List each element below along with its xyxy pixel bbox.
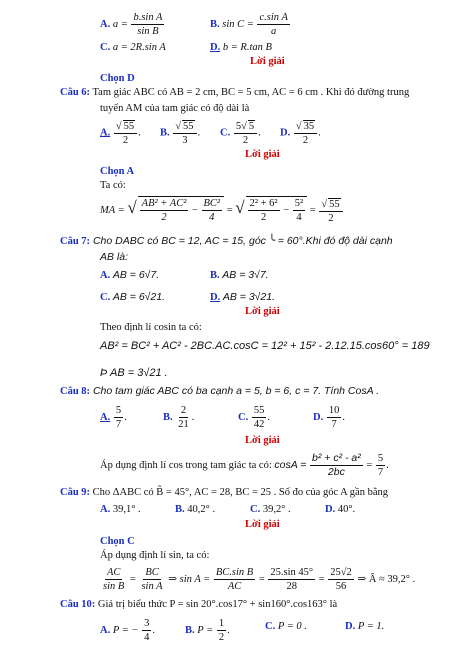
q8-option-a: A. $\frac{5}{7}$ . (100, 405, 127, 431)
q9-option-c: C. 39,2° . (250, 504, 291, 515)
q8-solution-title: Lời giải (245, 435, 280, 446)
q10-text: Câu 10: Giá trị biểu thức P = sin 20°.cos17° + sin160°.cos163° là (60, 599, 338, 610)
q6-choose: Chọn A (100, 166, 135, 177)
q9-option-d: D. 40°. (325, 504, 356, 515)
q7-option-d: D. AB = 3√21. (210, 291, 276, 303)
q9-text: Câu 9: Cho ΔABC có B̂ = 45°, AC = 28, BC = 25 . Số đo của góc A gần bằng (60, 487, 388, 498)
q7-result: Þ AB = 3√21 . (100, 367, 168, 379)
q6-text-line2: tuyến AM của tam giác có độ dài là (100, 103, 250, 114)
q10-option-a: A. P = − $\frac{3}{4}$ . (100, 618, 155, 644)
q6-solution-title: Lời giải (245, 149, 280, 160)
prev-option-b: B. sin C = $\frac{\text{c.sin A}}{a}$ (210, 12, 288, 38)
q6-ta-co: Ta có: (100, 180, 126, 191)
q7-solution-title: Lời giải (245, 306, 280, 317)
prev-option-c: C. a = 2R.sin A (100, 42, 166, 53)
q7-option-b: B. AB = 3√7. (210, 269, 269, 281)
prev-option-a: A. a = $\frac{\text{b.sin A}}{\text{sin B}}$ (100, 12, 163, 38)
q7-text-line2: AB là: (100, 251, 129, 263)
q7-formula: AB² = BC² + AC² - 2BC.AC.cosC = 12² + 15² - 2.12.15.cos60° = 189 (100, 340, 430, 352)
q6-option-d: D. $\frac{√ 35}{2}$ . (280, 121, 321, 147)
q9-option-a: A. 39,1° . (100, 504, 141, 515)
q6-option-c: C. $\frac{5√ 5}{2}$ . (220, 121, 261, 147)
q7-option-c: C. AB = 6√21. (100, 291, 166, 303)
q8-option-d: D. $\frac{10}{7}$ . (313, 405, 345, 431)
q8-option-c: C. $\frac{55}{42}$ . (238, 405, 270, 431)
q10-option-c: C. P = 0 . (265, 621, 307, 632)
angle-c-symbol-icon: ╰ (268, 234, 276, 247)
q8-option-b: B. $\frac{2}{21}$ . (163, 405, 195, 431)
q7-option-a: A. AB = 6√7. (100, 269, 160, 281)
prev-choose: Chọn D (100, 73, 135, 84)
q7-text: Câu 7: Cho DABC có BC = 12, AC = 15, góc ╰ = 60°.Khi đó độ dài cạnh (60, 234, 393, 247)
q8-text: Câu 8: Cho tam giác ABC có ba cạnh a = 5, b = 6, c = 7. Tính CosA . (60, 385, 380, 397)
q6-text: Câu 6: Tam giác ABC có AB = 2 cm, BC = 5 cm, AC = 6 cm . Khi đó đường trung (60, 87, 410, 98)
q6-option-a: A. $\frac{√ 55}{2}$ . (100, 121, 141, 147)
q7-theorem: Theo định lí cosin ta có: (100, 322, 202, 333)
q9-option-b: B. 40,2° . (175, 504, 216, 515)
q9-sine-formula: $\frac{AC}{\text{sin B}}$ = $\frac{BC}{\text{sin A}}$ ⇒ sin A = $\frac{\text{BC.sin B}}{AC}$ = $\frac{25.\sin 45^\circ}{28}$ = $\frac{25√2}{56}$ ⇒ Â ≈ 39,2° . (103, 567, 416, 593)
q6-option-b: B. $\frac{√ 55}{3}$ . (160, 121, 201, 147)
q8-cos-formula: Áp dụng định lí cos trong tam giác ta có: cosA = $\frac{\text{b² + c² - a²}}{2bc}$ = $\frac{5}{7}$ . (100, 452, 389, 479)
q9-solution-title: Lời giải (245, 519, 280, 530)
q10-option-b: B. P = $\frac{1}{2}$ . (185, 618, 230, 644)
prev-solution-title: Lời giải (250, 56, 285, 67)
prev-option-d: D. b = R.tan B (210, 42, 272, 53)
q9-choose: Chọn C (100, 536, 135, 547)
q9-apply: Áp dụng định lí sin, ta có: (100, 550, 210, 561)
q10-option-d: D. P = 1. (345, 621, 385, 632)
q6-median-formula: MA = √ $\frac{\text{AB² + AC²}}{2}$ − $\frac{\text{BC²}}{4}$ = √ $\frac{\text{2² + 6²}}{2}$ − $\frac{\text{5²}}{4}$ = $\frac{√ 55}{2}$ (100, 196, 344, 224)
